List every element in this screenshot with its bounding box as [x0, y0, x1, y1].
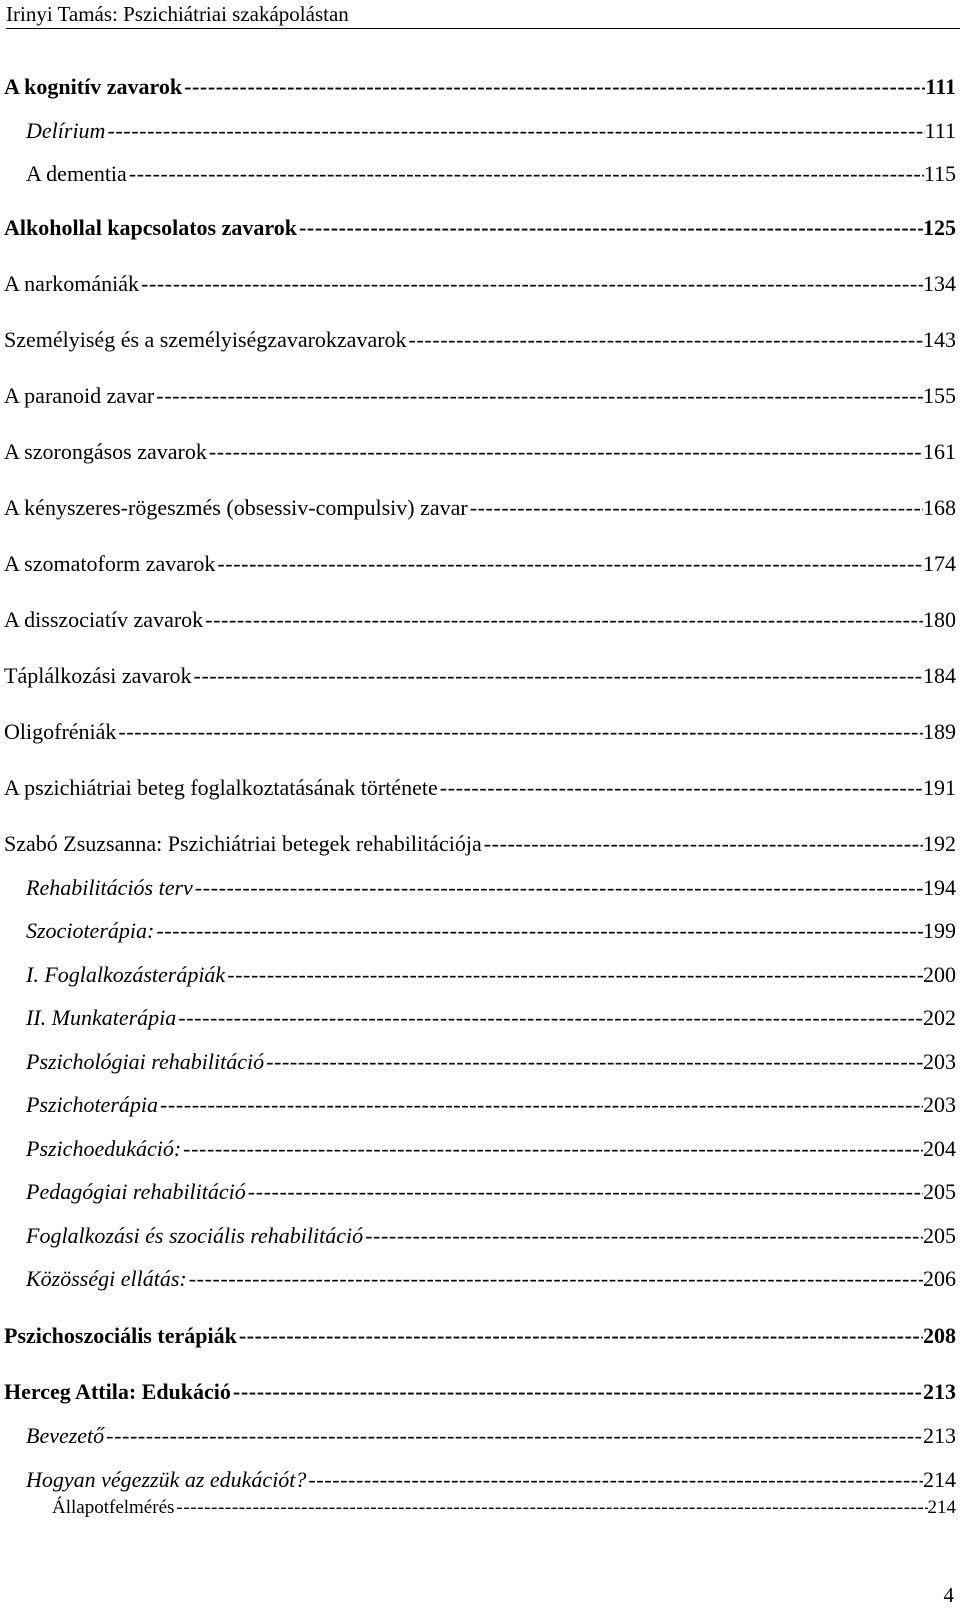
toc-entry-title: Pszichoedukáció: — [26, 1136, 182, 1161]
toc-entry-title: Táplálkozási zavarok — [4, 663, 192, 688]
toc-leader — [440, 772, 923, 804]
toc-entry-page: 194 — [923, 875, 956, 900]
toc-entry-page: 174 — [923, 551, 956, 576]
toc-entry[interactable] — [26, 872, 956, 904]
toc-leader — [470, 492, 923, 524]
toc-entry[interactable] — [4, 1376, 956, 1408]
toc-entry[interactable] — [26, 1002, 956, 1034]
toc-leader — [266, 1046, 923, 1078]
toc-leader — [227, 959, 923, 991]
toc-entry[interactable] — [26, 158, 956, 190]
toc-leader — [205, 604, 923, 636]
toc-leader — [178, 1002, 923, 1034]
toc-leader — [189, 1263, 923, 1295]
toc-leader — [184, 71, 925, 103]
toc-entry-title: Közösségi ellátás: — [26, 1266, 187, 1291]
toc-leader — [107, 115, 924, 147]
toc-entry[interactable] — [4, 772, 956, 804]
toc-leader — [209, 436, 923, 468]
toc-entry[interactable] — [4, 71, 956, 103]
toc-leader — [141, 268, 923, 300]
toc-entry[interactable] — [26, 1046, 956, 1078]
toc-leader — [160, 1089, 923, 1121]
toc-entry-page: 134 — [923, 271, 956, 296]
toc-entry-page: 205 — [923, 1179, 956, 1204]
toc-entry[interactable] — [4, 436, 956, 468]
toc-entry-title: Foglalkozási és szociális rehabilitáció — [26, 1223, 364, 1248]
toc-entry-page: 202 — [923, 1005, 956, 1030]
toc-leader — [365, 1220, 923, 1252]
toc-entry-title: A paranoid zavar — [4, 383, 155, 408]
toc-entry[interactable] — [26, 1133, 956, 1165]
toc-leader — [129, 158, 924, 190]
toc-entry[interactable] — [26, 1220, 956, 1252]
toc-entry-page: 208 — [923, 1323, 956, 1348]
toc-entry-title: I. Foglalkozásterápiák — [26, 962, 226, 987]
toc-leader — [248, 1176, 923, 1208]
toc-entry-page: 205 — [923, 1223, 956, 1248]
toc-entry-page: 111 — [925, 74, 956, 99]
toc-entry[interactable] — [4, 212, 956, 244]
toc-entry-page: 204 — [923, 1136, 956, 1161]
toc-entry-page: 125 — [923, 215, 956, 240]
toc-entry-page: 213 — [923, 1423, 956, 1448]
header-rule — [6, 28, 960, 29]
toc-entry-title: Pszichoszociális terápiák — [4, 1323, 237, 1348]
header-text: Irinyi Tamás: Pszichiátriai szakápolástan — [6, 2, 349, 26]
toc-entry-title: Alkohollal kapcsolatos zavarok — [4, 215, 297, 240]
toc-entry-page: 189 — [923, 719, 956, 744]
toc-leader — [118, 716, 923, 748]
toc-entry[interactable] — [26, 1089, 956, 1121]
toc-entry-page: 161 — [923, 439, 956, 464]
toc-entry[interactable] — [4, 660, 956, 692]
toc-entry-title: A dementia — [26, 161, 127, 186]
toc-entry-page: 115 — [923, 161, 956, 186]
toc-entry-title: A kényszeres-rögeszmés (obsessiv-compulsiv) zavar — [4, 495, 468, 520]
toc-entry-title: Herceg Attila: Edukáció — [4, 1379, 231, 1404]
toc-entry-title: Személyiség és a személyiségzavarokzavarok — [4, 327, 407, 352]
toc-entry-title: Bevezető — [26, 1423, 105, 1448]
toc-leader — [183, 1133, 923, 1165]
toc-entry[interactable] — [4, 492, 956, 524]
toc-leader — [409, 324, 923, 356]
toc-entry-title: Hogyan végezzük az edukációt? — [26, 1467, 307, 1492]
toc-leader — [195, 872, 923, 904]
toc-entry-title: Pszichoterápia — [26, 1092, 158, 1117]
toc-entry[interactable] — [52, 1492, 956, 1524]
toc-entry-title: Rehabilitációs terv — [26, 875, 193, 900]
toc-entry-title: A szomatoform zavarok — [4, 551, 216, 576]
toc-leader — [233, 1376, 923, 1408]
toc-entry[interactable] — [4, 828, 956, 860]
toc-entry-title: Oligofréniák — [4, 719, 117, 744]
toc-entry[interactable] — [4, 324, 956, 356]
toc-leader — [239, 1320, 923, 1352]
toc-entry-page: 191 — [923, 775, 956, 800]
toc-entry-page: 203 — [923, 1049, 956, 1074]
toc-entry-title: A narkomániák — [4, 271, 140, 296]
toc-entry-page: 214 — [923, 1467, 956, 1492]
toc-entry-page: 199 — [923, 918, 956, 943]
toc-entry[interactable] — [4, 1320, 956, 1352]
toc-entry-title: A kognitív zavarok — [4, 74, 183, 99]
toc-entry-page: 155 — [923, 383, 956, 408]
toc-leader — [299, 212, 923, 244]
toc-entry-title: Állapotfelmérés — [52, 1497, 175, 1518]
toc-leader — [156, 380, 923, 412]
toc-leader — [176, 1492, 927, 1524]
toc-entry[interactable] — [4, 548, 956, 580]
toc-entry-page: 168 — [923, 495, 956, 520]
toc-entry-title: A disszociatív zavarok — [4, 607, 204, 632]
toc-entry-title: A pszichiátriai beteg foglalkoztatásának története — [4, 775, 438, 800]
toc-leader — [194, 660, 923, 692]
toc-leader — [217, 548, 923, 580]
toc-entry-title: Delírium — [26, 118, 106, 143]
toc-entry[interactable] — [26, 915, 956, 947]
toc-entry[interactable] — [26, 959, 956, 991]
toc-leader — [106, 1420, 923, 1452]
toc-entry[interactable] — [26, 1420, 956, 1452]
toc-entry-title: Szocioterápia: — [26, 918, 155, 943]
toc-entry-title: Szabó Zsuzsanna: Pszichiátriai betegek rehabilitációja — [4, 831, 482, 856]
toc-entry[interactable] — [4, 716, 956, 748]
toc-entry-page: 213 — [923, 1379, 956, 1404]
page-number: 4 — [943, 1583, 954, 1607]
toc-leader — [484, 828, 923, 860]
toc-entry-page: 206 — [923, 1266, 956, 1291]
running-header — [6, 0, 960, 30]
toc-entry-page: 143 — [923, 327, 956, 352]
toc-entry[interactable] — [26, 1263, 956, 1295]
toc-entry[interactable] — [4, 380, 956, 412]
toc-entry[interactable] — [26, 115, 956, 147]
toc-leader — [156, 915, 923, 947]
toc-entry-page: 111 — [924, 118, 956, 143]
toc-entry-title: Pszichológiai rehabilitáció — [26, 1049, 265, 1074]
toc-entry-page: 184 — [923, 663, 956, 688]
toc-entry-title: Pedagógiai rehabilitáció — [26, 1179, 246, 1204]
toc-entry-title: II. Munkaterápia — [26, 1005, 177, 1030]
toc-entry[interactable] — [4, 604, 956, 636]
toc-entry-page: 203 — [923, 1092, 956, 1117]
toc-entry-page: 192 — [923, 831, 956, 856]
toc-entry-page: 180 — [923, 607, 956, 632]
toc-entry-title: A szorongásos zavarok — [4, 439, 207, 464]
toc-entry[interactable] — [26, 1176, 956, 1208]
toc-entry-page: 200 — [923, 962, 956, 987]
toc-entry-page: 214 — [927, 1497, 956, 1518]
toc-entry[interactable] — [4, 268, 956, 300]
